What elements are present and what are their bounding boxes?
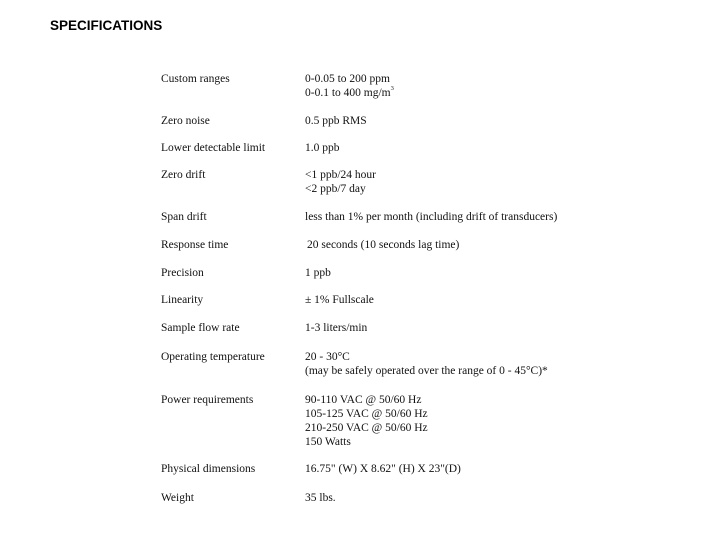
spec-value-line: 210-250 VAC @ 50/60 Hz — [305, 422, 428, 434]
spec-label: Span drift — [161, 211, 207, 223]
spec-value — [305, 210, 635, 224]
spec-value — [305, 141, 635, 155]
spec-label: Weight — [161, 492, 194, 504]
unit-superscript: 3 — [390, 85, 394, 92]
spec-label: Power requirements — [161, 394, 254, 406]
spec-label: Precision — [161, 267, 204, 279]
spec-value-line: 150 Watts — [305, 436, 351, 448]
spec-value — [305, 168, 635, 196]
spec-value — [307, 238, 637, 252]
spec-label: Lower detectable limit — [161, 142, 266, 154]
spec-value-line: 1 ppb — [305, 267, 331, 279]
spec-value-line: less than 1% per month (including drift of transducers) — [305, 211, 558, 223]
spec-value-line: <2 ppb/7 day — [305, 183, 366, 195]
spec-value — [305, 462, 635, 476]
spec-value — [305, 491, 635, 505]
spec-value — [305, 321, 635, 335]
spec-value-line: <1 ppb/24 hour — [305, 169, 377, 181]
spec-value — [305, 350, 635, 378]
spec-value-line: 35 lbs. — [305, 492, 336, 504]
spec-value-line: 16.75" (W) X 8.62" (H) X 23"(D) — [305, 463, 461, 475]
spec-value-line: 90-110 VAC @ 50/60 Hz — [305, 394, 422, 406]
spec-value — [305, 393, 635, 449]
spec-value — [305, 114, 635, 128]
spec-value-line-with-unit — [305, 86, 635, 100]
spec-label: Physical dimensions — [161, 463, 256, 475]
spec-value-line: 0-0.05 to 200 ppm — [305, 73, 390, 85]
spec-label: Sample flow rate — [161, 322, 240, 334]
spec-value-line: 0.5 ppb RMS — [305, 115, 367, 127]
spec-value-line: 1-3 liters/min — [305, 322, 368, 334]
spec-label: Zero noise — [161, 115, 210, 127]
spec-value — [305, 266, 635, 280]
spec-value-line: (may be safely operated over the range of 0 - 45°C)* — [305, 365, 548, 377]
page-heading: SPECIFICATIONS — [50, 18, 163, 33]
spec-label: Operating temperature — [161, 351, 265, 363]
spec-value-line: 1.0 ppb — [305, 142, 340, 154]
spec-value-line: ± 1% Fullscale — [305, 294, 374, 306]
spec-value — [305, 72, 635, 100]
spec-label: Linearity — [161, 294, 204, 306]
spec-label: Zero drift — [161, 169, 206, 181]
spec-value-text: 0-0.1 to 400 mg/m — [305, 87, 391, 99]
spec-value-line: 20 seconds (10 seconds lag time) — [307, 239, 460, 251]
spec-value-line: 20 - 30°C — [305, 351, 350, 363]
spec-label: Response time — [161, 239, 229, 251]
spec-label: Custom ranges — [161, 73, 230, 85]
spec-value-line: 105-125 VAC @ 50/60 Hz — [305, 408, 428, 420]
spec-value — [305, 293, 635, 307]
